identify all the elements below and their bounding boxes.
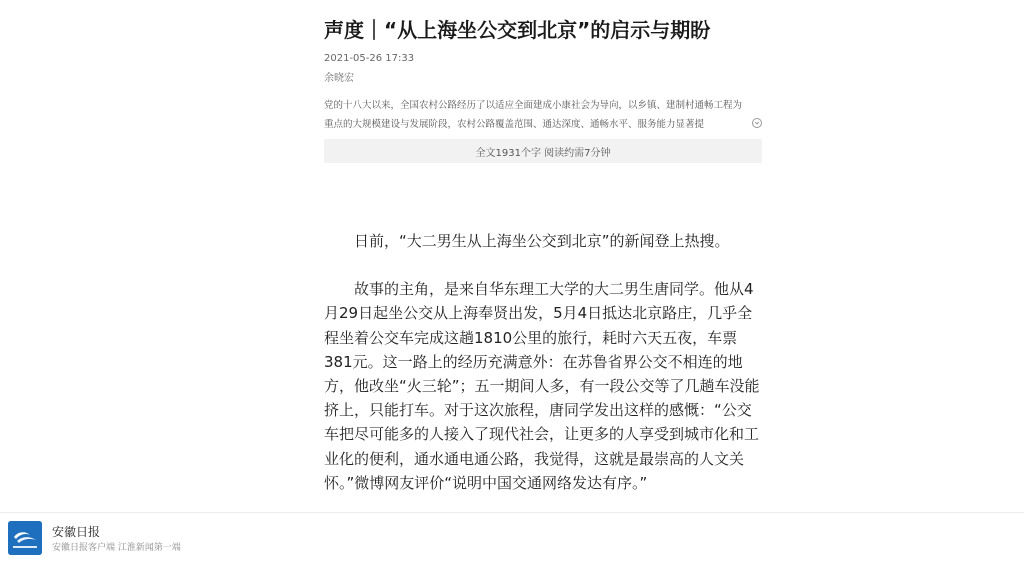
app-footer-banner[interactable] <box>0 512 1024 567</box>
read-time-bar <box>324 139 762 163</box>
brand-name: 安徽日报 <box>52 525 101 539</box>
article-title: 声度｜“从上海坐公交到北京”的启示与期盼 <box>324 18 711 42</box>
author-name: 余晓宏 <box>324 73 354 84</box>
article-body <box>324 229 762 495</box>
read-time-info: 全文1931个字 阅读约需7分钟 <box>475 147 611 159</box>
brand-description: 安徽日报客户端 江淮新闻第一端 <box>52 543 181 553</box>
expand-abstract-icon[interactable] <box>752 118 762 128</box>
article-abstract: 党的十八大以来，全国农村公路经历了以适应全面建成小康社会为导向，以乡镇、建制村通畅工程为重点的大规模建设与发展阶段，农村公路覆盖范围、通达深度、通畅水平、服务能力显著提 <box>324 100 743 130</box>
body-paragraph: 故事的主角，是来自华东理工大学的大二男生唐同学。他从4月29日起坐公交从上海奉贤出发，5月4日抵达北京路庄，几乎全程坐着公交车完成这趟1810公里的旅行，耗时六天五夜，车票381元。这一路上的经历充满意外：在苏鲁省界公交不相连的地方，他改坐“火三轮”；五一期间人多，有一段公交等了几趟车没能挤上，只能打车。对于这次旅程，唐同学发出这样的感慨：“公交车把尽可能多的人接入了现代社会，让更多的人享受到城市化和工业化的便利，通水通电通公路，我觉得，这就是最崇高的人文关怀。”微博网友评价“说明中国交通网络发达有序。” <box>324 280 760 492</box>
publish-datetime: 2021-05-26 17:33 <box>324 53 415 64</box>
body-paragraph: 日前，“大二男生从上海坐公交到北京”的新闻登上热搜。 <box>354 232 730 250</box>
anhui-daily-logo-icon <box>8 521 42 555</box>
